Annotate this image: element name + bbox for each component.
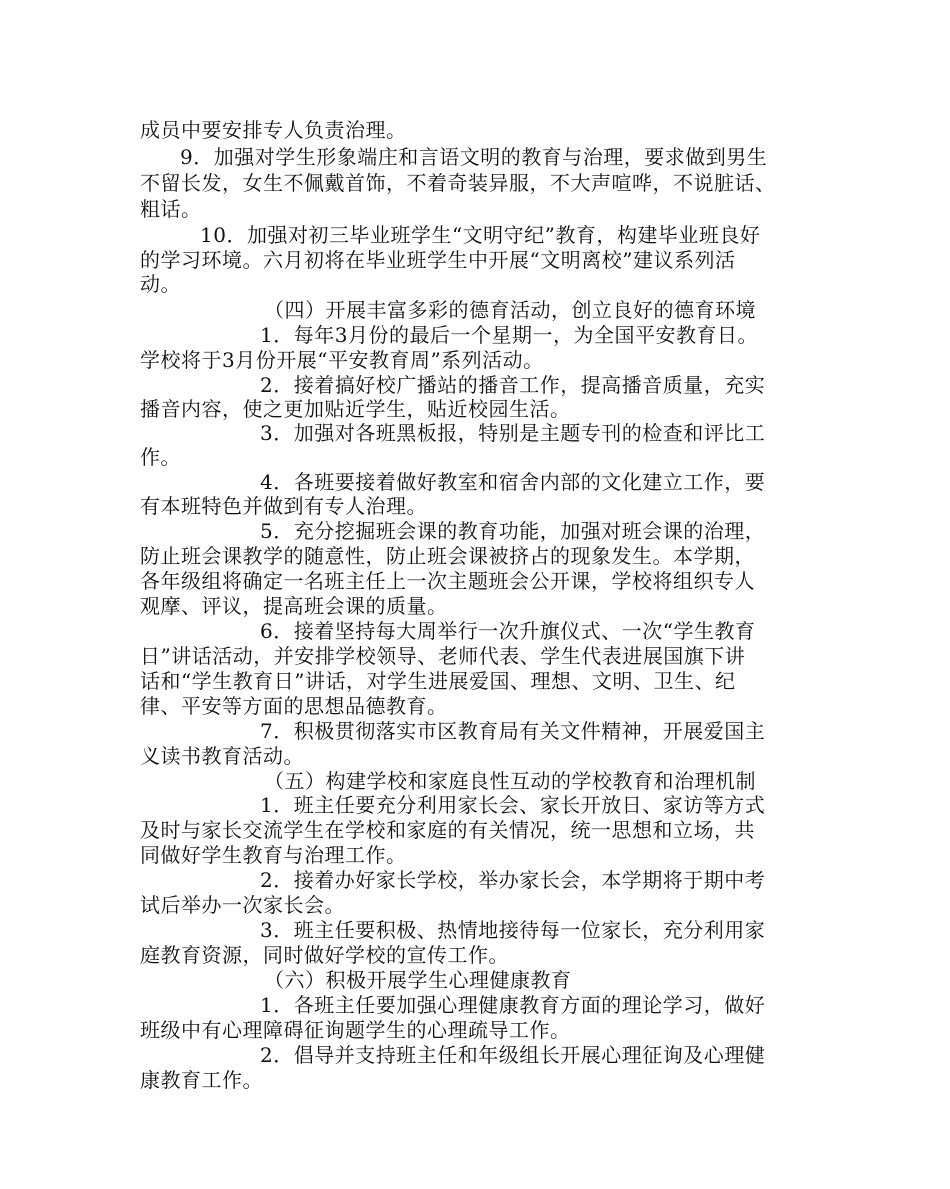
text-line: 5．充分挖掘班会课的教育功能，加强对班会课的治理， xyxy=(260,519,766,543)
text-line: 4．各班要接着做好教室和宿舍内部的文化建立工作，要 xyxy=(260,470,766,494)
text-line: 各年级组将确定一名班主任上一次主题班会公开课，学校将组织专人 xyxy=(140,569,755,593)
text-line: 3．加强对各班黑板报，特别是主题专刊的检查和评比工 xyxy=(260,421,766,445)
text-line: 康教育工作。 xyxy=(140,1068,263,1092)
text-line: 义读书教育活动。 xyxy=(140,744,304,768)
text-line: 话和“学生教育日”讲话，对学生进展爱国、理想、文明、卫生、纪 xyxy=(140,669,736,693)
text-line: 及时与家长交流学生在学校和家庭的有关情况，统一思想和立场，共 xyxy=(140,818,755,842)
text-line: 成员中要安排专人负责治理。 xyxy=(140,118,407,142)
text-line: 不留长发，女生不佩戴首饰，不着奇装异服，不大声喧哗，不说脏话、 xyxy=(140,171,776,195)
text-line: 作。 xyxy=(140,445,181,469)
text-line: 粗话。 xyxy=(140,197,202,221)
text-line: 日”讲话活动，并安排学校领导、老师代表、学生代表进展国旗下讲 xyxy=(140,644,746,668)
text-line: 9．加强对学生形象端庄和言语文明的教育与治理，要求做到男生 xyxy=(180,145,768,169)
text-line: 3．班主任要积极、热情地接待每一位家长，充分利用家 xyxy=(260,918,766,942)
text-line: 观摩、评议，提高班会课的质量。 xyxy=(140,594,448,618)
text-line: 6．接着坚持每大周举行一次升旗仪式、一次“学生教育 xyxy=(260,619,756,643)
section-heading: （六）积极开展学生心理健康教育 xyxy=(264,968,572,992)
text-line: 7．积极贯彻落实市区教育局有关文件精神，开展爱国主 xyxy=(260,719,766,743)
text-line: 2．接着办好家长学校，举办家长会，本学期将于期中考 xyxy=(260,868,766,892)
section-heading: （四）开展丰富多彩的德育活动，创立良好的德育环境 xyxy=(264,298,756,322)
text-line: 10．加强对初三毕业班学生“文明守纪”教育，构建毕业班良好 xyxy=(200,223,761,247)
text-line: 庭教育资源，同时做好学校的宣传工作。 xyxy=(140,943,509,967)
text-line: 播音内容，使之更加贴近学生，贴近校园生活。 xyxy=(140,397,571,421)
text-line: 2．接着搞好校广播站的播音工作，提高播音质量，充实 xyxy=(260,373,766,397)
text-line: 有本班特色并做到有专人治理。 xyxy=(140,494,427,518)
text-line: 2．倡导并支持班主任和年级组长开展心理征询及心理健 xyxy=(260,1043,766,1067)
text-line: 学校将于3月份开展“平安教育周”系列活动。 xyxy=(140,348,544,372)
text-line: 的学习环境。六月初将在毕业班学生中开展“文明离校”建议系列活 xyxy=(140,248,736,272)
section-heading: （五）构建学校和家庭良性互动的学校教育和治理机制 xyxy=(264,769,756,793)
text-line: 动。 xyxy=(140,272,181,296)
text-line: 1．班主任要充分利用家长会、家长开放日、家访等方式 xyxy=(260,793,766,817)
text-line: 1．各班主任要加强心理健康教育方面的理论学习，做好 xyxy=(260,993,766,1017)
text-line: 1．每年3月份的最后一个星期一，为全国平安教育日。 xyxy=(260,323,758,347)
text-line: 班级中有心理障碍征询题学生的心理疏导工作。 xyxy=(140,1018,571,1042)
text-line: 试后举办一次家长会。 xyxy=(140,893,345,917)
text-line: 律、平安等方面的思想品德教育。 xyxy=(140,694,448,718)
text-line: 防止班会课教学的随意性，防止班会课被挤占的现象发生。本学期， xyxy=(140,544,755,568)
text-line: 同做好学生教育与治理工作。 xyxy=(140,843,407,867)
